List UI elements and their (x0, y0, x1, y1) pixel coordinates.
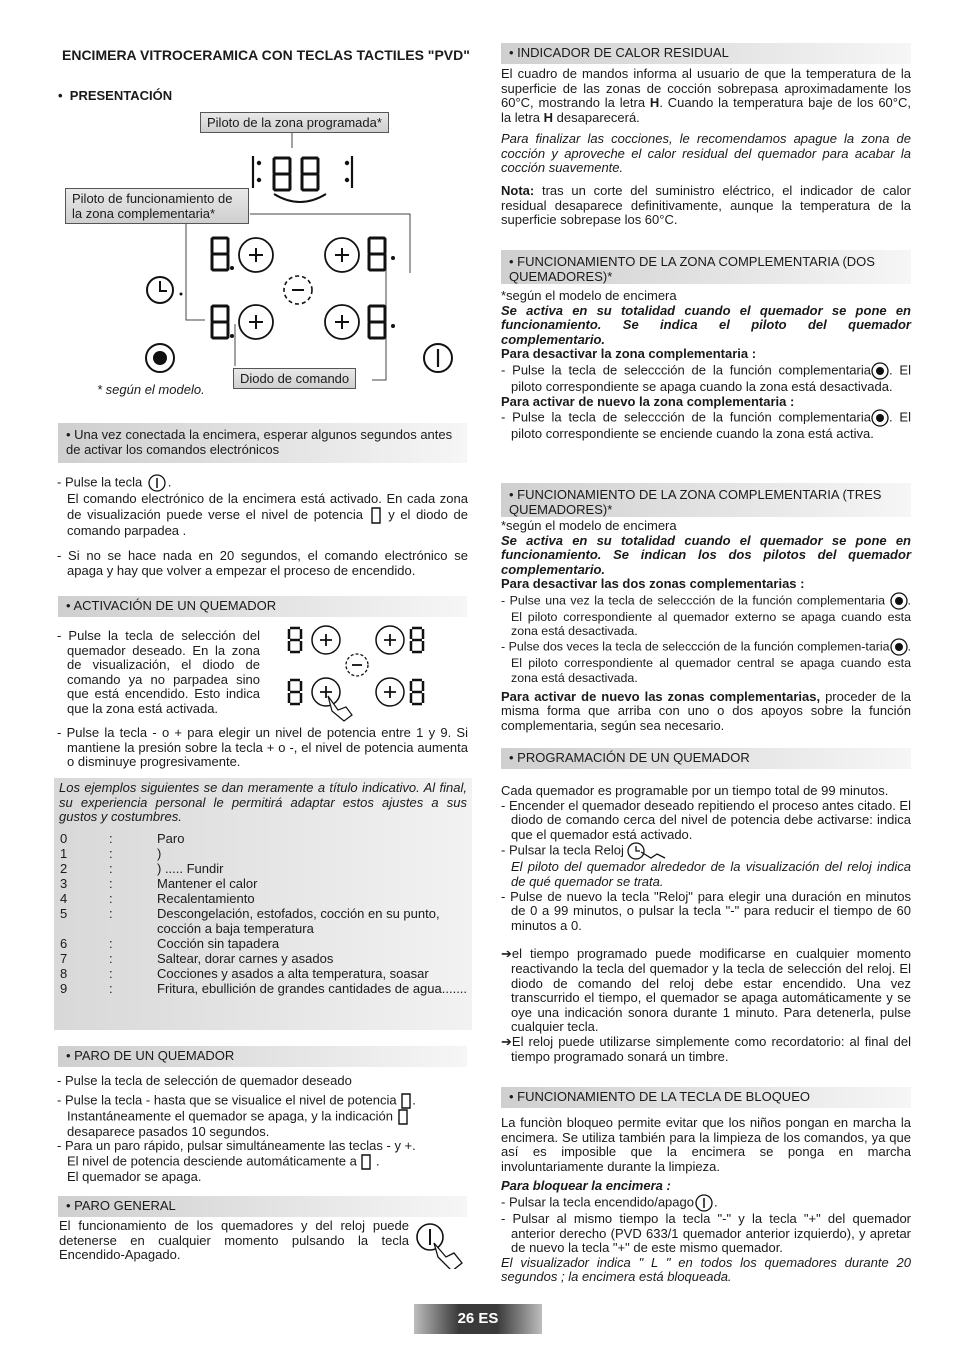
dos-act-title: Para activar de nuevo la zona complementaria : (501, 393, 795, 409)
level-colon: : (109, 875, 113, 891)
tres-block: *según el modelo de encimera Se activa en su totalidad cuando el quemador se pone en funcionamiento. Se indican los dos pilotos del quemador complementario. Para desactivar las dos zonas complementarias : - Pulse una vez la tecla de seleccción de la función complementaria . El piloto correspondiente al quemador externo se apaga cuando esta zona está desactivada. - Pulse dos veces la tecla de seleccción de la función complemen-taria . El piloto correspondiente al quemador central se apaga cuando esta zona está desactivada. Para activar de nuevo las zonas complementarias, proceder de la misma forma que arriba con uno o dos apoyos sobre la función complementaria, según sea necesario. (501, 518, 911, 733)
bloqueo-title: Para bloquear la encimera : (501, 1178, 671, 1194)
power-press-icon (414, 1219, 466, 1269)
level-colon: : (109, 845, 113, 861)
level-number: 2 (60, 860, 68, 876)
level-row (54, 966, 468, 981)
ejemplos-intro: Los ejemplos siguientes se dan meramente a título indicativo. Al final, su experiencia personal le permitirá adaptar estos ajustes a sus gustos y costumbres. (59, 780, 467, 825)
zero-digit-icon (360, 1154, 372, 1170)
prog-step-1: - Encender el quemador deseado repitiendo el proceso antes citado. El diodo de comando cerca del nivel de potencia debe activarse: indica que el quemador está activado. (501, 797, 911, 842)
level-text: ) ..... Fundir (157, 860, 224, 876)
level-text: ) (157, 845, 162, 861)
dos-bold-italic: Se activa en su totalidad cuando el quemador se pone en funcionamiento. Se indica el piloto del quemador complementario. (501, 302, 911, 347)
activacion-text: - Pulse la tecla de selección del quemador deseado. En la zona de visualización, el diodo de comando ya no parpadea sino que está encendido. Esto indica que la zona está activada. (57, 628, 260, 716)
programacion-block: Cada quemador es programable por un tiempo total de 99 minutos. - Encender el quemador deseado repitiendo el proceso antes citado. El diodo de comando cerca del nivel de potencia debe activarse: indica que el quemador está activado. - Pulsar la tecla Reloj El piloto del quemador alrededor de la visualización del reloj indica de qué quemador se trata. - Pulse de nuevo la tecla "Reloj" para elegir una duración en minutos de 0 a 99 minutos, o pulsar la tecla "-" para reducir el tiempo de 60 minutos a 0. ➔el tiempo programado puede modificarse en cualquier momento reactivando la tecla del quemador y la tecla de selección del reloj. El diodo de comando del reloj debe estar encendido. Una vez transcurrido el tiempo, el quemador se apaga automáticamente y se oye una indicación sonora durante 1 minuto. Para detenerla, pulse cualquier tecla. ➔El reloj puede utilizarse simplemente como recordatorio: al final del tiempo programado sonará un timbre. (501, 783, 911, 1064)
bar-dos-quemadores: • FUNCIONAMIENTO DE LA ZONA COMPLEMENTARIA (DOS QUEMADORES)* (501, 250, 911, 284)
levels-box (54, 778, 472, 1030)
h-letter-icon: H (543, 109, 554, 125)
tres-modelo: *según el modelo de encimera (501, 518, 677, 533)
block-pulse-tecla: - Pulse la tecla . El comando electrónico de la encimera está activado. En cada zona de visualización puede verse el nivel de potencia y el diodo de comando parpadea . (57, 474, 468, 538)
power-icon (146, 474, 168, 492)
nota-block: Nota: tras un corte del suministro eléctrico, el indicador de calor residual desaparece definitivamente, aunque la temperatura de la superficie sobrepase los 60°C. (501, 183, 911, 228)
bar-tres-quemadores: • FUNCIONAMIENTO DE LA ZONA COMPLEMENTARIA (TRES QUEMADORES)* (501, 483, 911, 517)
tres-desact-title: Para desactivar las dos zonas complementarias : (501, 576, 805, 592)
level-row (54, 906, 468, 936)
bar-paro: • PARO DE UN QUEMADOR (58, 1046, 467, 1067)
bloqueo-step-2: - Pulsar al mismo tiempo la tecla "-" y la tecla "+" del quemador anterior derecho (PVD 633/1 quemador anterior izquierdo), y apretar de nuevo la tecla "+" de este mismo quemador. (501, 1210, 911, 1256)
level-text: Cocción sin tapadera (157, 935, 280, 951)
complementary-zone-icon (871, 362, 889, 380)
bloqueo-italic: El visualizador indica " L " en todos los quemadores durante 20 segundos ; la encimera está bloqueada. (501, 1254, 911, 1285)
level-colon: : (109, 980, 113, 996)
activation-diagram (280, 618, 468, 728)
paro-step-1: - Pulse la tecla de selección de quemador deseado (57, 1073, 352, 1088)
bloqueo-block: La funciòn bloqueo permite evitar que los niños pongan en marcha la encimera. Se utiliza también para la limpieza de los comandos, ya que así es imposible que la encimera se ponga en marcha involuntariamente durante la limpieza. Para bloquear la encimera : - Pulsar la tecla encendido/apago . - Pulsar al mismo tiempo la tecla "-" y la tecla "+" del quemador anterior derecho (PVD 633/1 quemador anterior izquierdo), y apretar de nuevo la tecla "+" de este mismo quemador. El visualizador indica " L " en todos los quemadores durante 20 segundos ; la encimera está bloqueada. (501, 1115, 911, 1285)
control-panel-diagram (60, 108, 470, 398)
level-row (54, 831, 468, 846)
bar-paro-general: • PARO GENERAL (58, 1196, 467, 1217)
level-number: 3 (60, 875, 68, 891)
level-row (54, 861, 468, 876)
label-diodo-comando: Diodo de comando (233, 368, 356, 389)
note-segun-modelo: * según el modelo. (97, 382, 205, 397)
h-letter-icon: H (649, 95, 660, 111)
level-text: Fritura, ebullición de grandes cantidades de agua....... (157, 980, 468, 996)
level-text: Cocciones y asados a alta temperatura, soasar (157, 965, 429, 981)
level-row (54, 981, 468, 996)
arrow-icon: ➔ (501, 946, 512, 962)
zero-digit-icon (400, 1093, 412, 1109)
si-no-20-text: - Si no se hace nada en 20 segundos, el comando electrónico se apaga y hay que volver a empezar el proceso de encendido. (57, 548, 468, 578)
label-zona-programada: Piloto de la zona programada* (200, 112, 389, 133)
levels-list (54, 831, 472, 996)
zero-digit-icon (397, 1109, 409, 1125)
complementary-zone-icon (871, 409, 889, 427)
level-number: 6 (60, 935, 68, 951)
dos-block: *según el modelo de encimera Se activa en su totalidad cuando el quemador se pone en funcionamiento. Se indica el piloto del quemador complementario. Para desactivar la zona complementaria : - Pulse la tecla de seleccción de la función complementaria . El piloto correspondiente se apaga cuando la zona está desactivada. Para activar de nuevo la zona complementaria : - Pulse la tecla de seleccción de la función complementaria . El piloto correspondiente se enciende cuando la zona está activa. (501, 288, 911, 442)
level-colon: : (109, 935, 113, 951)
pulse-minus-plus-text: - Pulse la tecla - o + para elegir un nivel de potencia entre 1 y 9. Si mantiene la presión sobre la tecla + o -, el nivel de potencia aumenta o disminuye progresivamente. (57, 725, 468, 770)
dos-modelo: *según el modelo de encimera (501, 288, 677, 303)
level-number: 1 (60, 845, 68, 861)
level-colon: : (109, 830, 113, 846)
bar-esperar: • Una vez conectada la encimera, esperar algunos segundos antes de activar los comandos electrónicos (58, 423, 467, 463)
bar-programacion: • PROGRAMACIÓN DE UN QUEMADOR (501, 748, 911, 769)
level-colon: : (109, 890, 113, 906)
prog-step-3: - Pulse de nuevo la tecla "Reloj" para elegir una duración en minutos de 0 a 99 minutos, o pulsar la tecla "-" para reducir el tiempo de 60 minutos a 0. (501, 888, 911, 933)
level-row (54, 876, 468, 891)
clock-press-icon (627, 842, 667, 860)
paro-general-text: El funcionamiento de los quemadores y del reloj puede detenerse en cualquier momento pulsando la tecla Encendido-Apagado. (59, 1218, 409, 1263)
level-row (54, 891, 468, 906)
bar-bloqueo: • FUNCIONAMIENTO DE LA TECLA DE BLOQUEO (501, 1087, 911, 1108)
complementary-zone-icon (890, 592, 908, 610)
prog-step-2-italic: El piloto del quemador alrededor de la visualización del reloj indica de qué quemador se trata. (511, 859, 911, 889)
level-row (54, 951, 468, 966)
dos-desact-title: Para desactivar la zona complementaria : (501, 346, 757, 362)
bloqueo-intro: La funciòn bloqueo permite evitar que los niños pongan en marcha la encimera. Se utiliza también para la limpieza de los comandos, ya que así es imposible que la encimera se ponga en marcha involuntariamente durante la limpieza. (501, 1115, 911, 1174)
level-number: 0 (60, 830, 68, 846)
level-colon: : (109, 950, 113, 966)
prog-intro: Cada quemador es programable por un tiempo total de 99 minutos. (501, 783, 889, 798)
level-number: 5 (60, 905, 68, 921)
level-number: 4 (60, 890, 68, 906)
level-number: 7 (60, 950, 68, 966)
label-zona-complementaria: Piloto de funcionamiento de la zona complementaria* (65, 188, 249, 224)
paro-step-3c: El quemador se apaga. (67, 1168, 202, 1184)
section-title: ENCIMERA VITROCERAMICA CON TECLAS TACTILES "PVD" (62, 47, 470, 63)
level-colon: : (109, 905, 113, 921)
level-text: Mantener el calor (157, 875, 258, 891)
level-colon: : (109, 965, 113, 981)
residual-block: El cuadro de mandos informa al usuario de que la temperatura de la superficie de las zonas de cocción sobrepasa aproximadamente los 60°C, mostrando la letra H. Cuando la temperatura baje de los 60°C, la letra H desaparecerá. (501, 66, 911, 125)
paro-block: - Pulse la tecla de selección de quemador deseado - Pulse la tecla - hasta que se visualice el nivel de potencia . Instantáneamente el quemador se apaga, y la indicación desaparece pasados 10 segundos. - Para un paro rápido, pulsar simultáneamente las teclas - y +. El nivel de potencia desciende automáticamente a . El quemador se apaga. (57, 1074, 468, 1184)
bar-activacion: • ACTIVACIÓN DE UN QUEMADOR (58, 596, 467, 617)
level-text: Paro (157, 830, 185, 846)
level-text: Recalentamiento (157, 890, 255, 906)
level-row (54, 936, 468, 951)
power-icon (694, 1194, 714, 1212)
tres-bold-italic: Se activa en su totalidad cuando el quemador se pone en funcionamiento. Se indican los dos pilotos del quemador complementario. (501, 532, 911, 577)
bar-residual: • INDICADOR DE CALOR RESIDUAL (501, 43, 911, 64)
zero-digit-icon (369, 507, 383, 524)
level-text: Saltear, dorar carnes y asados (157, 950, 334, 966)
level-colon: : (109, 860, 113, 876)
level-row (54, 846, 468, 861)
level-number: 9 (60, 980, 68, 996)
level-number: 8 (60, 965, 68, 981)
page-number: 26 ES (414, 1304, 542, 1334)
residual-italic: Para finalizar las cocciones, le recomendamos apague la zona de cocción y aproveche el calor residual del quemador para acabar la cocción suavemente. (501, 131, 911, 176)
complementary-zone-icon (890, 638, 908, 656)
level-text: Descongelación, estofados, cocción en su punto, cocción a baja temperatura (157, 905, 440, 936)
arrow-icon: ➔ (501, 1033, 512, 1049)
paro-step-2c: desaparece pasados 10 segundos. (67, 1123, 270, 1139)
subsection-presentacion: • PRESENTACIÓN (58, 88, 173, 103)
